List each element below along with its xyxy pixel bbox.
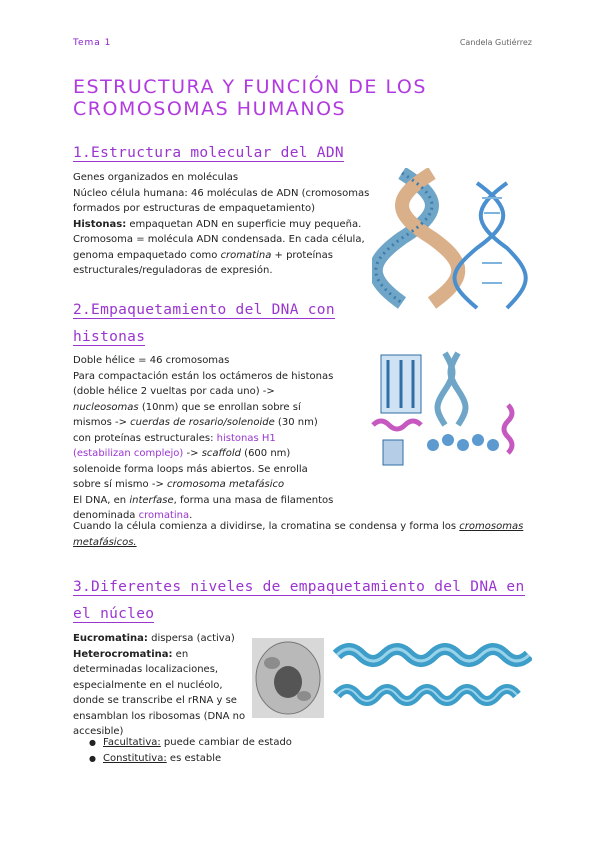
section-2-text-cont: Cuando la célula comienza a dividirse, la cromatina se condensa y forma los cromosomas metafásicos.	[73, 521, 524, 548]
euchromatin-fiber	[337, 689, 517, 701]
chromatin-packaging-figure	[333, 345, 533, 480]
list-item: ● Constitutiva: es estable	[73, 751, 353, 767]
nucleus-micrograph	[252, 638, 324, 718]
nucleosome	[487, 439, 499, 451]
section-1-text: Genes organizados en moléculas Núcleo célula humana: 46 moléculas de ADN (cromosomas formados por estructuras de empaquetamiento) Histonas: empaquetan ADN en superficie muy pequeña. Cromosoma = molécula ADN condensada. En cada célula, genoma empaquetado como cromatina + proteínas estructurales/reguladoras de expresión.	[73, 172, 370, 276]
loop-fiber	[373, 421, 421, 429]
double-helix-segment	[504, 405, 512, 453]
heterochromatin-fiber	[337, 649, 529, 661]
section-3-bullets	[73, 735, 353, 766]
nucleosome	[442, 434, 454, 446]
header-author: Candela Gutiérrez	[459, 38, 532, 47]
nucleosome	[472, 434, 484, 446]
metaphase-chromosome	[381, 355, 421, 413]
header-subject: Tema 1	[73, 38, 112, 48]
dna-helix-spacefill	[376, 173, 459, 303]
section-3-heading: 3.Diferentes niveles de empaquetamiento del DNA en el núcleo	[73, 579, 525, 622]
nucleosome	[427, 439, 439, 451]
chromatin-fiber	[383, 440, 403, 465]
dna-structure-figure	[372, 168, 532, 318]
nucleosome	[457, 439, 469, 451]
section-3-text: Eucromatina: dispersa (activa) Heterocromatina: en determinadas localizaciones, especialmente en el nucléolo, donde se transcribe el rRNA y se ensamblan los ribosomas (DNA no accesible)	[73, 633, 246, 737]
chromosome-arm	[451, 353, 466, 425]
section-2-heading: 2.Empaquetamiento del DNA con histonas	[73, 302, 335, 345]
document-title: ESTRUCTURA Y FUNCIÓN DE LOS CROMOSOMAS HUMANOS	[73, 76, 427, 120]
dna-helix-ribbon	[455, 183, 526, 308]
list-item: ● Facultativa: puede cambiar de estado	[73, 735, 353, 751]
section-2-text: Doble hélice = 46 cromosomas Para compactación están los octámeros de histonas (doble hélice 2 vueltas por cada uno) -> nucleosomas (10nm) que se enrollan sobre sí mismos -> cuerdas de rosario/solenoide (30 nm) con proteínas estructurales: histonas H1 (estabilizan complejo) -> scaffold (600 nm) solenoide forma loops más abiertos. Se enrolla sobre sí mismo -> cromosoma metafásico El DNA, en interfase, forma una masa de filamentos denominada cromatina.	[73, 355, 334, 521]
chromatin-levels-figure	[332, 635, 532, 715]
section-1-heading: 1.Estructura molecular del ADN	[73, 145, 344, 161]
